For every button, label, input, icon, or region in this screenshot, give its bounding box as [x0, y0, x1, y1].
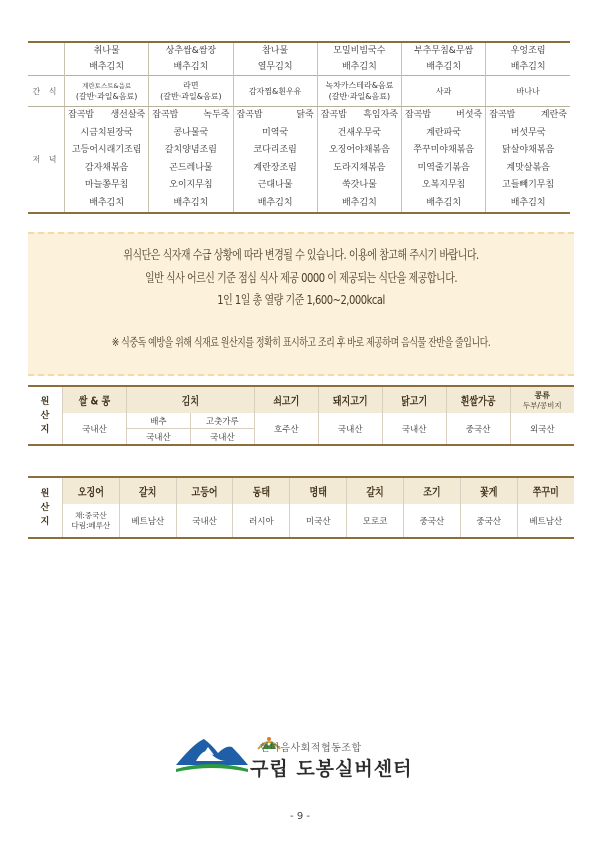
dinner-item: 갈치양념조림 [164, 145, 217, 155]
menu-table [28, 41, 570, 214]
origin-header: 닭고기 [382, 386, 446, 413]
dinner-item: 근대나물 [257, 180, 293, 190]
menu-item: 우엉조림 [510, 46, 546, 56]
dinner-item: 감자채볶음 [84, 162, 129, 173]
dinner-item: 시금치된장국 [80, 127, 133, 138]
dinner-item: 배추김치 [510, 197, 546, 208]
origin-value: 중국산 [403, 504, 460, 538]
menu-item: 취나물 [93, 46, 120, 56]
menu-item: 부추무침&무쌈 [414, 46, 474, 56]
origin-header: 오징어 [63, 477, 120, 504]
snack-item: 라면 [183, 81, 199, 90]
origin-value: 국내산 [190, 429, 254, 446]
origin-header: 콩류 두부/콩비지 [510, 386, 574, 413]
origin-value: 모로코 [347, 504, 404, 538]
snack-note: (갈반·과일&음료) [160, 92, 222, 101]
dinner-porridge: 계란죽 [540, 110, 567, 120]
menu-item: 배추김치 [341, 62, 377, 72]
dinner-item: 계란파국 [426, 127, 462, 138]
origin-value: 국내산 [126, 429, 190, 446]
menu-item: 모밀비빔국수 [333, 46, 386, 56]
origin-header: 동태 [233, 477, 290, 504]
org-name-small: 한마음사회적협동조합 [260, 743, 362, 754]
dinner-rice: 잡곡밥 [152, 110, 179, 120]
origin-value: 베트남산 [517, 504, 574, 538]
snack-item: 감자찜&흰우유 [248, 86, 302, 96]
dinner-item: 계란장조림 [253, 162, 297, 173]
dinner-item: 고들빼기무침 [502, 180, 555, 190]
origin-value-row [28, 504, 574, 538]
origin-header: 쌀 & 콩 [63, 386, 127, 413]
mountain-logo-icon [174, 731, 250, 775]
dinner-item: 도라지채볶음 [333, 162, 386, 173]
dinner-item: 계맛살볶음 [506, 162, 550, 173]
dinner-cell [65, 107, 149, 214]
dinner-item: 건새우무국 [337, 127, 382, 138]
origin-header: 갈치 [119, 477, 176, 504]
menu-row-snack [28, 76, 570, 107]
menu-item: 배추김치 [89, 62, 125, 72]
dinner-cell [233, 107, 317, 214]
dinner-label: 저 녁 [28, 107, 65, 214]
dinner-rice: 잡곡밥 [68, 110, 95, 120]
menu-cell [149, 42, 233, 76]
origin-value: 외국산 [510, 413, 574, 445]
origin-header: 꽃게 [460, 477, 517, 504]
page-number: - 9 - [290, 811, 310, 822]
snack-cell [402, 76, 486, 107]
dinner-item: 쑥갓나물 [341, 180, 377, 190]
origin-header: 갈치 [347, 477, 404, 504]
dinner-rice: 잡곡밥 [489, 110, 516, 120]
menu-cell [402, 42, 486, 76]
snack-item: 사과 [435, 86, 452, 96]
menu-cell [65, 42, 149, 76]
dinner-porridge: 흑임자죽 [363, 110, 398, 120]
snack-item: 바나나 [516, 86, 540, 96]
dinner-porridge: 닭죽 [296, 110, 314, 120]
dinner-item: 고등어시래기조림 [71, 145, 142, 155]
origin-value: 채:중국산 다림:페루산 [63, 504, 120, 538]
menu-cell [233, 42, 317, 76]
origin-header: 김치 [126, 386, 254, 413]
menu-cell [486, 42, 570, 76]
notice-line: ※ 식중독 예방을 위해 식재료 원산지를 정확히 표시하고 조리 후 바로 제공하며 음식물 잔반을 줄입니다. [111, 337, 491, 350]
menu-row-dinner [28, 107, 570, 214]
snack-cell [486, 76, 570, 107]
dinner-item: 버섯무국 [510, 127, 546, 138]
snack-cell [149, 76, 233, 107]
dinner-item: 곤드레나물 [169, 162, 213, 173]
origin-value: 국내산 [318, 413, 382, 445]
origin-value: 국내산 [382, 413, 446, 445]
dinner-item: 배추김치 [257, 197, 293, 208]
dinner-cell [317, 107, 401, 214]
origin-value: 미국산 [290, 504, 347, 538]
snack-item: 녹차카스테라&음료 [325, 81, 394, 90]
snack-cell [65, 76, 149, 107]
dinner-item: 쭈꾸미야채볶음 [413, 145, 475, 155]
origin-value: 러시아 [233, 504, 290, 538]
notice-line: 일반 식사 어르신 기준 점심 식사 제공 0000 이 제공되는 식단을 제공합니다. [144, 272, 458, 286]
snack-cell [317, 76, 401, 107]
origin-value: 중국산 [460, 504, 517, 538]
dinner-porridge: 녹두죽 [203, 110, 230, 120]
dinner-item: 오이지무침 [169, 180, 213, 190]
origin-side-label: 원산지 [28, 477, 63, 538]
notice-line: 위식단은 식자재 수급 상황에 따라 변경될 수 있습니다. 이용에 참고해 주시기 바랍니다. [123, 249, 479, 263]
menu-item: 배추김치 [510, 62, 546, 72]
menu-item: 참나물 [262, 46, 289, 56]
snack-label: 간 식 [28, 76, 65, 107]
origin-table-2 [28, 476, 574, 539]
dinner-rice: 잡곡밥 [405, 110, 432, 120]
menu-item: 배추김치 [426, 62, 462, 72]
dinner-rice: 잡곡밥 [236, 110, 263, 120]
origin-value: 호주산 [254, 413, 318, 445]
dinner-item: 배추김치 [89, 197, 125, 208]
menu-item: 배추김치 [173, 62, 209, 72]
origin-table-1 [28, 385, 574, 446]
dinner-item: 배추김치 [173, 197, 209, 208]
dinner-cell [402, 107, 486, 214]
dinner-item: 마늘쫑무침 [84, 180, 129, 190]
dinner-porridge: 생선살죽 [110, 110, 146, 120]
origin-value: 국내산 [63, 413, 127, 445]
origin-sub-header: 고춧가루 [190, 413, 254, 429]
dinner-item: 미역국 [262, 127, 289, 138]
origin-header-row [28, 477, 574, 504]
dinner-cell [486, 107, 570, 214]
origin-sub-header: 배추 [126, 413, 190, 429]
origin-sub-row [28, 413, 574, 429]
dinner-item: 콩나물국 [173, 127, 209, 138]
menu-item: 열무김치 [257, 62, 293, 72]
origin-header: 명태 [290, 477, 347, 504]
dinner-item: 배추김치 [426, 197, 462, 208]
origin-value: 중국산 [446, 413, 510, 445]
origin-side-label: 원산지 [28, 386, 63, 445]
origin-value: 국내산 [176, 504, 233, 538]
snack-note: (갈반·과일&음료) [328, 92, 391, 101]
origin-header: 흰쌀가공 [446, 386, 510, 413]
menu-label-empty [28, 42, 65, 76]
origin-header: 조기 [403, 477, 460, 504]
menu-item: 상추쌈&쌈장 [165, 46, 217, 56]
dinner-item: 미역줄기볶음 [417, 162, 470, 173]
dinner-item: 배추김치 [341, 197, 377, 208]
origin-header: 고등어 [176, 477, 233, 504]
origin-header: 쇠고기 [254, 386, 318, 413]
snack-cell [233, 76, 317, 107]
dinner-cell [149, 107, 233, 214]
notice-line: 1인 1일 총 열량 기준 1,600~2,000kcal [217, 294, 385, 308]
origin-header: 쭈꾸미 [517, 477, 574, 504]
dinner-item: 닭살야채볶음 [502, 145, 555, 155]
menu-row-top [28, 42, 570, 76]
snack-note: (갈반·과일&음료) [75, 91, 138, 101]
dinner-item: 오복지무침 [421, 180, 466, 190]
dinner-porridge: 버섯죽 [456, 110, 483, 120]
origin-header: 돼지고기 [318, 386, 382, 413]
dinner-item: 코다리조림 [253, 145, 297, 155]
org-name: 구립 도봉실버센터 [250, 758, 413, 780]
origin-header-row [28, 386, 574, 413]
snack-item: 계란토스트&음료 [82, 81, 132, 90]
origin-value: 베트남산 [119, 504, 176, 538]
notice-box [28, 232, 574, 376]
menu-cell [317, 42, 401, 76]
dinner-rice: 잡곡밥 [320, 110, 347, 120]
dinner-item: 오징어야채볶음 [328, 145, 390, 155]
